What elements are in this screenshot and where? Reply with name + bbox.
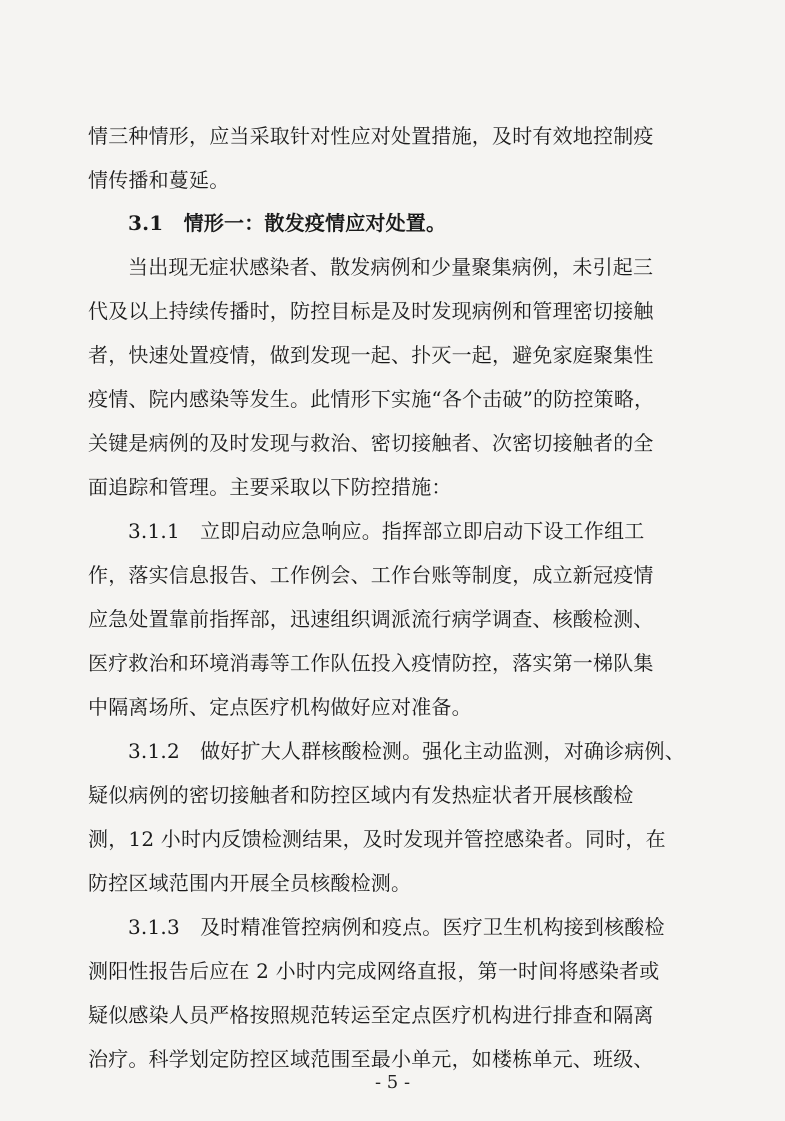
text-line: 3.1.2 做好扩大人群核酸检测。强化主动监测，对确诊病例、 — [128, 739, 685, 763]
text-line: 面追踪和管理。主要采取以下防控措施： — [88, 475, 452, 499]
text-line: 测，12 小时内反馈检测结果，及时发现并管控感染者。同时，在 — [88, 827, 666, 851]
text-line: 当出现无症状感染者、散发病例和少量聚集病例，未引起三 — [128, 255, 654, 279]
text-line: 情传播和蔓延。 — [88, 168, 230, 192]
text-line: 疫情、院内感染等发生。此情形下实施“各个击破”的防控策略， — [88, 387, 655, 411]
page-number: - 5 - — [374, 1072, 411, 1093]
text-line: 代及以上持续传播时，防控目标是及时发现病例和管理密切接触 — [88, 299, 654, 323]
text-line: 测阳性报告后应在 2 小时内完成网络直报，第一时间将感染者或 — [88, 959, 660, 983]
text-line: 关键是病例的及时发现与救治、密切接触者、次密切接触者的全 — [88, 431, 654, 455]
text-line: 治疗。科学划定防控区域范围至最小单元，如楼栋单元、班级、 — [88, 1047, 654, 1071]
section-heading: 3.1 情形一：散发疫情应对处置。 — [128, 211, 447, 235]
text-line: 中隔离场所、定点医疗机构做好应对准备。 — [88, 695, 472, 719]
text-line: 应急处置靠前指挥部，迅速组织调派流行病学调查、核酸检测、 — [88, 607, 654, 631]
text-line: 情三种情形，应当采取针对性应对处置措施，及时有效地控制疫 — [88, 124, 654, 148]
text-line: 作，落实信息报告、工作例会、工作台账等制度，成立新冠疫情 — [88, 563, 654, 587]
text-line: 者，快速处置疫情，做到发现一起、扑灭一起，避免家庭聚集性 — [88, 343, 654, 367]
text-line: 防控区域范围内开展全员核酸检测。 — [88, 871, 412, 895]
text-line: 疑似感染人员严格按照规范转运至定点医疗机构进行排查和隔离 — [88, 1003, 654, 1027]
text-line: 疑似病例的密切接触者和防控区域内有发热症状者开展核酸检 — [88, 783, 634, 807]
text-line: 3.1.1 立即启动应急响应。指挥部立即启动下设工作组工 — [128, 519, 645, 543]
text-line: 医疗救治和环境消毒等工作队伍投入疫情防控，落实第一梯队集 — [88, 651, 654, 675]
text-line: 3.1.3 及时精准管控病例和疫点。医疗卫生机构接到核酸检 — [128, 915, 665, 939]
